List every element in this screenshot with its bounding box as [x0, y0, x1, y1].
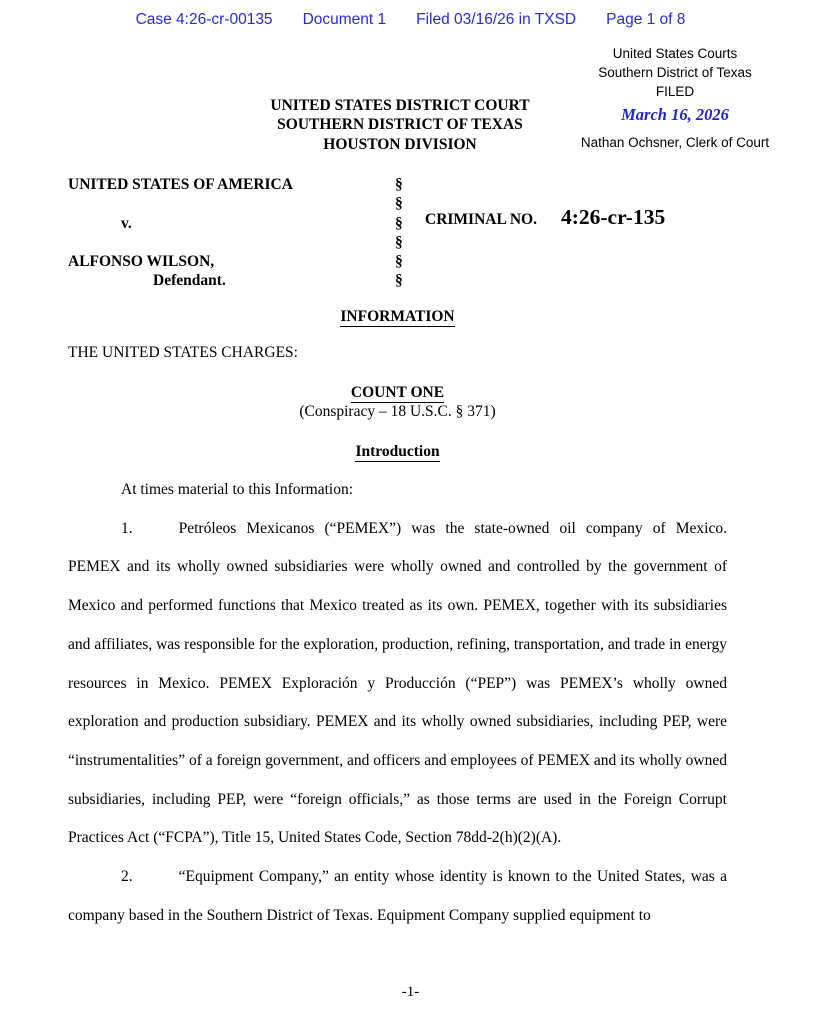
case-caption — [68, 175, 727, 293]
intro-line: At times material to this Information: — [121, 481, 354, 498]
section-symbol: § — [395, 195, 403, 213]
caption-parties — [68, 175, 293, 291]
caption-spacer — [68, 233, 293, 252]
stamp-filed-label: FILED — [655, 84, 695, 99]
stamp-clerk-name: Nathan Ochsner, Clerk of Court — [580, 135, 770, 150]
header-page-count: Page 1 of 8 — [606, 11, 686, 28]
page-number: -1- — [401, 984, 420, 1000]
section-symbol: § — [395, 176, 403, 193]
section-symbol: § — [395, 272, 403, 290]
plaintiff-name: UNITED STATES OF AMERICA — [68, 176, 293, 193]
court-title — [0, 96, 800, 154]
paragraph-number: 2. — [121, 868, 133, 886]
criminal-no-value: 4:26-cr-135 — [560, 205, 666, 229]
count-one-heading: COUNT ONE — [350, 384, 445, 401]
section-symbol: § — [395, 214, 403, 232]
court-title-line1: UNITED STATES DISTRICT COURT — [270, 97, 530, 114]
paragraph-text: “Equipment Company,” an entity whose identity is known to the United States, was a company based in the Southern District of Texas. Equipment Company supplied equipment to — [68, 868, 727, 924]
charges-line: THE UNITED STATES CHARGES: — [68, 344, 298, 361]
defendant-name: ALFONSO WILSON, — [68, 253, 215, 271]
defendant-label: Defendant. — [153, 272, 226, 290]
header-document-number: Document 1 — [302, 11, 387, 28]
information-heading: INFORMATION — [340, 308, 455, 325]
paragraph-number: 1. — [121, 519, 133, 537]
criminal-no-label: CRIMINAL NO. — [425, 211, 537, 228]
caption-spacer — [68, 194, 293, 213]
document-body — [68, 471, 727, 935]
stamp-court-name: United States Courts — [612, 46, 738, 61]
section-symbol-column — [395, 175, 403, 291]
paragraph-text: Petróleos Mexicanos (“PEMEX”) was the state-owned oil company of Mexico. PEMEX and its wholly owned subsidiaries were wholly owned and controlled by the government of Mexico and performed functions that Mexico treated as its own. PEMEX, together with its subsidiaries and affiliates, was responsible for the exploration, production, refining, transportation, and trade in energy resources in Mexico. PEMEX Exploración y Producción (“PEP”) was PEMEX’s wholly owned exploration and production subsidiary. PEMEX and its wholly owned subsidiaries, including PEP, were “instrumentalities” of a foreign government, and officers and employees of PEMEX and its wholly owned subsidiaries, including PEP, were “foreign officials,” as those terms are used in the Foreign Corrupt Practices Act (“FCPA”), Title 15, United States Code, Section 78dd-2(h)(2)(A). — [68, 519, 727, 847]
section-symbol: § — [395, 253, 403, 271]
court-title-line3: HOUSTON DIVISION — [323, 135, 477, 153]
count-one-statute: (Conspiracy – 18 U.S.C. § 371) — [299, 403, 496, 420]
header-filed-date: Filed 03/16/26 in TXSD — [416, 11, 577, 28]
paragraph-2 — [68, 858, 727, 935]
court-title-line2: SOUTHERN DISTRICT OF TEXAS — [277, 116, 523, 134]
ecf-stamp-header — [0, 11, 821, 29]
stamp-filed-date: March 16, 2026 — [621, 105, 729, 124]
versus-label: v. — [121, 214, 132, 232]
introduction-heading: Introduction — [355, 443, 440, 460]
paragraph-1 — [68, 510, 727, 858]
stamp-district: Southern District of Texas — [598, 65, 752, 80]
criminal-number-row — [425, 205, 666, 229]
header-case-number: Case 4:26-cr-00135 — [135, 11, 273, 28]
section-symbol: § — [395, 233, 403, 251]
